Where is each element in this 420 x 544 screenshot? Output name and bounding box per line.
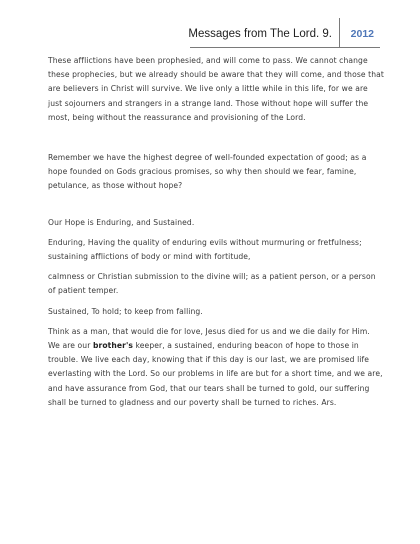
paragraph-sustained: Sustained, To hold; to keep from falling.: [48, 306, 203, 316]
page-header: [190, 24, 380, 46]
paragraph-text: keeper, a sustained, enduring beacon of hope to those in trouble. We live each day, knowing that if this day is our last, we are promised life everlasting with the Lord. So our problems in life are but for a short time, and we are, and have assurance from God, that our tears shall be turned to gold, our suffering shall be turned to gladness and our poverty shall be turned to riches. Ars.: [48, 341, 383, 407]
paragraph-remember: Remember we have the highest degree of well-founded expectation of good; as a hope founded on Gods gracious promises, so why then should we fear, famine, petulance, as those without hope?: [48, 153, 367, 191]
paragraph-calmness: calmness or Christian submission to the divine will; as a patient person, or a person of patient temper.: [48, 272, 376, 296]
header-title: Messages from The Lord. 9.: [188, 28, 332, 40]
header-divider: [339, 18, 340, 48]
paragraph-our-hope: Our Hope is Enduring, and Sustained.: [48, 217, 195, 227]
header-rule: [190, 47, 380, 48]
paragraph-think-as-a-man: [48, 325, 384, 410]
header-year: 2012: [350, 28, 374, 40]
document-body: [48, 54, 384, 410]
paragraph-text: Think as a man, that would die for love, Jesus died for us and we die daily for Him. We are our: [48, 326, 370, 351]
paragraph-enduring: Enduring, Having the quality of enduring evils without murmuring or fretfulness; sustaining afflictions of body or mind with fortitude,: [48, 237, 362, 262]
paragraph-afflictions: These afflictions have been prophesied, and will come to pass. We cannot change these prophecies, but we already should be aware that they will come, and those that are believers in Christ will survive. We live only a little while in this life, for we are just sojourners and strangers in a strange land. Those without hope will suffer the most, being without the reassurance and provisioning of the Lord.: [48, 56, 384, 122]
bold-word: brother's: [92, 341, 134, 351]
